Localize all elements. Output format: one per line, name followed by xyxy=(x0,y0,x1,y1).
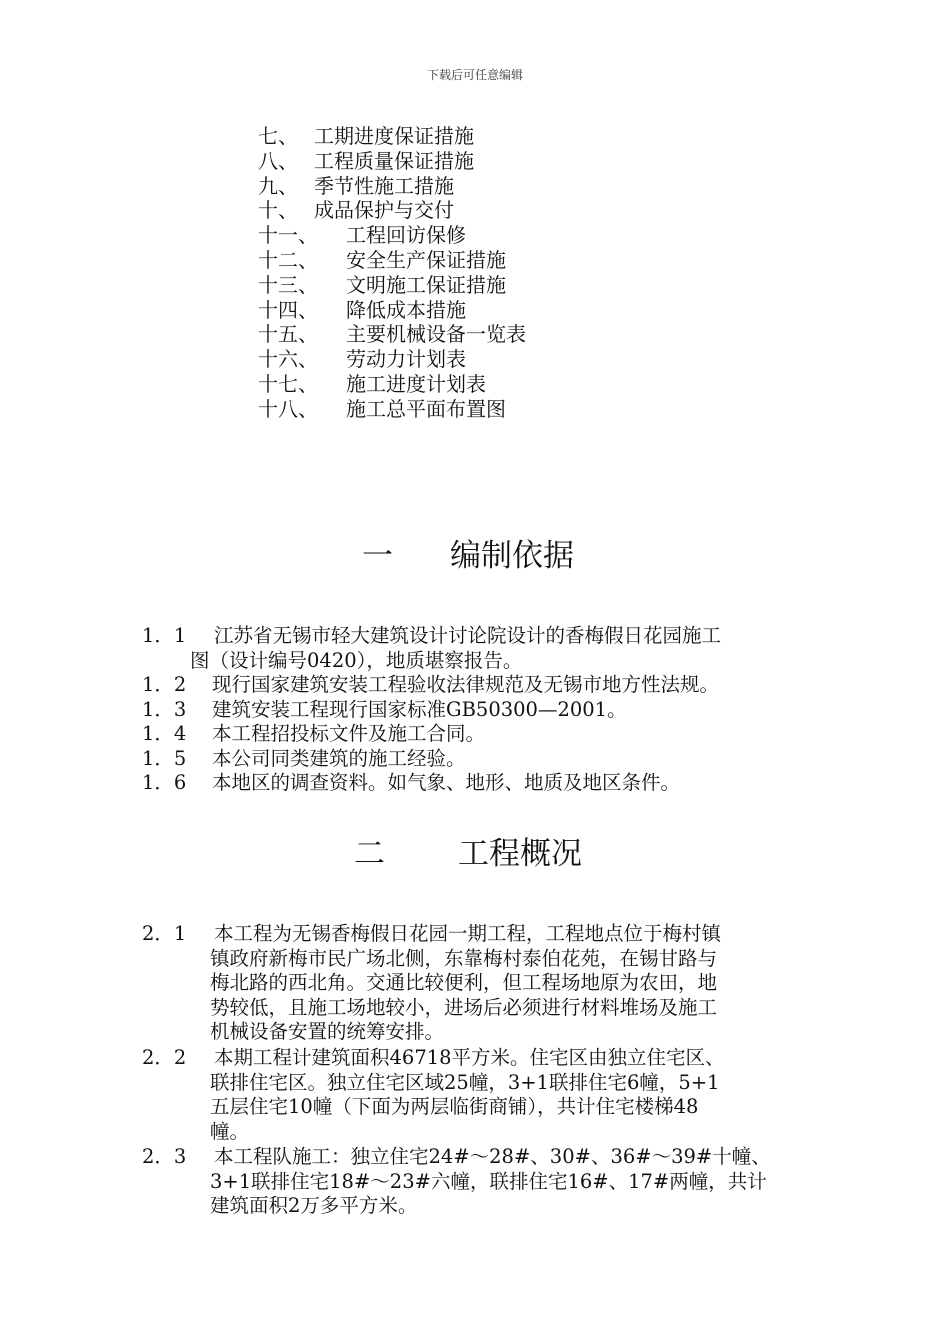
item-line: 江苏省无锡市轻大建筑设计讨论院设计的香梅假日花园施工 xyxy=(214,624,722,647)
item-line: 机械设备安置的统筹安排。 xyxy=(210,1020,445,1043)
item-line: 镇政府新梅市民广场北侧，东靠梅村泰伯花苑，在锡甘路与 xyxy=(210,946,718,970)
item-line: 梅北路的西北角。交通比较便利，但工程场地原为农田，地 xyxy=(210,971,718,994)
toc-item-number: 十四、 xyxy=(258,297,318,322)
item-number: 1．4 xyxy=(142,722,187,745)
section-1-item xyxy=(142,722,822,747)
item-line: 本期工程计建筑面积46718平方米。住宅区由独立住宅区、 xyxy=(214,1046,725,1069)
item-number: 1．6 xyxy=(142,771,187,794)
item-line: 势较低，且施工场地较小，进场后必须进行材料堆场及施工 xyxy=(210,995,718,1019)
toc-item-title: 主要机械设备一览表 xyxy=(346,322,526,347)
item-line: 本公司同类建筑的施工经验。 xyxy=(212,747,466,770)
toc-item-number: 十三、 xyxy=(258,272,318,297)
item-line: 幢。 xyxy=(210,1119,250,1143)
item-line: 五层住宅10幢（下面为两层临街商铺），共计住宅楼梯48 xyxy=(210,1095,699,1118)
toc-item-title: 施工进度计划表 xyxy=(346,371,486,396)
toc-item-number: 十一、 xyxy=(258,223,318,248)
item-number: 1．1 xyxy=(142,624,187,647)
item-number: 1．3 xyxy=(142,698,187,721)
section-2-item xyxy=(142,922,822,1045)
section-1-item xyxy=(142,771,822,796)
toc-item-title: 工程回访保修 xyxy=(346,223,466,248)
section-1-item xyxy=(142,747,822,772)
page-header-note: 下载后可任意编辑 xyxy=(426,68,523,82)
item-line: 建筑面积2万多平方米。 xyxy=(210,1194,418,1217)
toc-item-number: 十六、 xyxy=(258,347,318,372)
toc-item-title: 劳动力计划表 xyxy=(346,347,466,372)
toc-item-number: 七、 xyxy=(258,124,298,148)
item-number: 2．2 xyxy=(142,1046,187,1069)
item-line: 本地区的调查资料。如气象、地形、地质及地区条件。 xyxy=(212,771,681,794)
toc-item-title: 安全生产保证措施 xyxy=(346,247,506,272)
toc-item-number: 十八、 xyxy=(258,396,318,421)
toc-item-number: 十五、 xyxy=(258,322,318,347)
toc-item-title: 工期进度保证措施 xyxy=(314,124,474,148)
toc-item-title: 成品保护与交付 xyxy=(314,198,454,223)
toc-item-title: 工程质量保证措施 xyxy=(314,148,474,173)
item-line: 图（设计编号0420），地质堪察报告。 xyxy=(190,648,523,672)
section-2-item xyxy=(142,1046,822,1144)
item-line: 3+1联排住宅18#～23#六幢，联排住宅16#、17#两幢，共计 xyxy=(210,1169,767,1193)
toc-item-number: 九、 xyxy=(258,173,298,198)
toc-item-title: 文明施工保证措施 xyxy=(346,272,506,297)
toc-item-number: 十二、 xyxy=(258,247,318,272)
section-1-heading xyxy=(362,530,574,575)
item-number: 2．3 xyxy=(142,1145,187,1168)
section-2-heading xyxy=(354,828,582,873)
item-number: 1．5 xyxy=(142,747,187,770)
toc-item-number: 十、 xyxy=(258,198,298,223)
toc-item-number: 八、 xyxy=(258,148,298,173)
section-1-item xyxy=(142,698,822,723)
toc-item-title: 施工总平面布置图 xyxy=(346,396,506,421)
toc-item-title: 季节性施工措施 xyxy=(314,173,454,198)
item-line: 本工程队施工：独立住宅24#～28#、30#、36#～39#十幢、 xyxy=(214,1145,771,1168)
section-1-item xyxy=(142,673,822,698)
section-2-number: 二 xyxy=(354,836,385,872)
item-line: 现行国家建筑安装工程验收法律规范及无锡市地方性法规。 xyxy=(212,673,720,696)
item-line: 建筑安装工程现行国家标准GB50300—2001。 xyxy=(212,698,627,721)
toc-item-title: 降低成本措施 xyxy=(346,297,466,322)
item-line: 联排住宅区。独立住宅区域25幢，3+1联排住宅6幢，5+1 xyxy=(210,1070,720,1094)
section-2-item xyxy=(142,1145,822,1219)
item-number: 1．2 xyxy=(142,673,187,696)
toc-item-number: 十七、 xyxy=(258,371,318,396)
section-1-title: 编制依据 xyxy=(450,538,574,574)
section-2-title: 工程概况 xyxy=(458,836,582,872)
section-1-number: 一 xyxy=(362,538,393,574)
item-number: 2．1 xyxy=(142,922,187,945)
item-line: 本工程为无锡香梅假日花园一期工程，工程地点位于梅村镇 xyxy=(214,922,722,945)
item-line: 本工程招投标文件及施工合同。 xyxy=(212,722,486,745)
section-1-item xyxy=(142,624,822,673)
